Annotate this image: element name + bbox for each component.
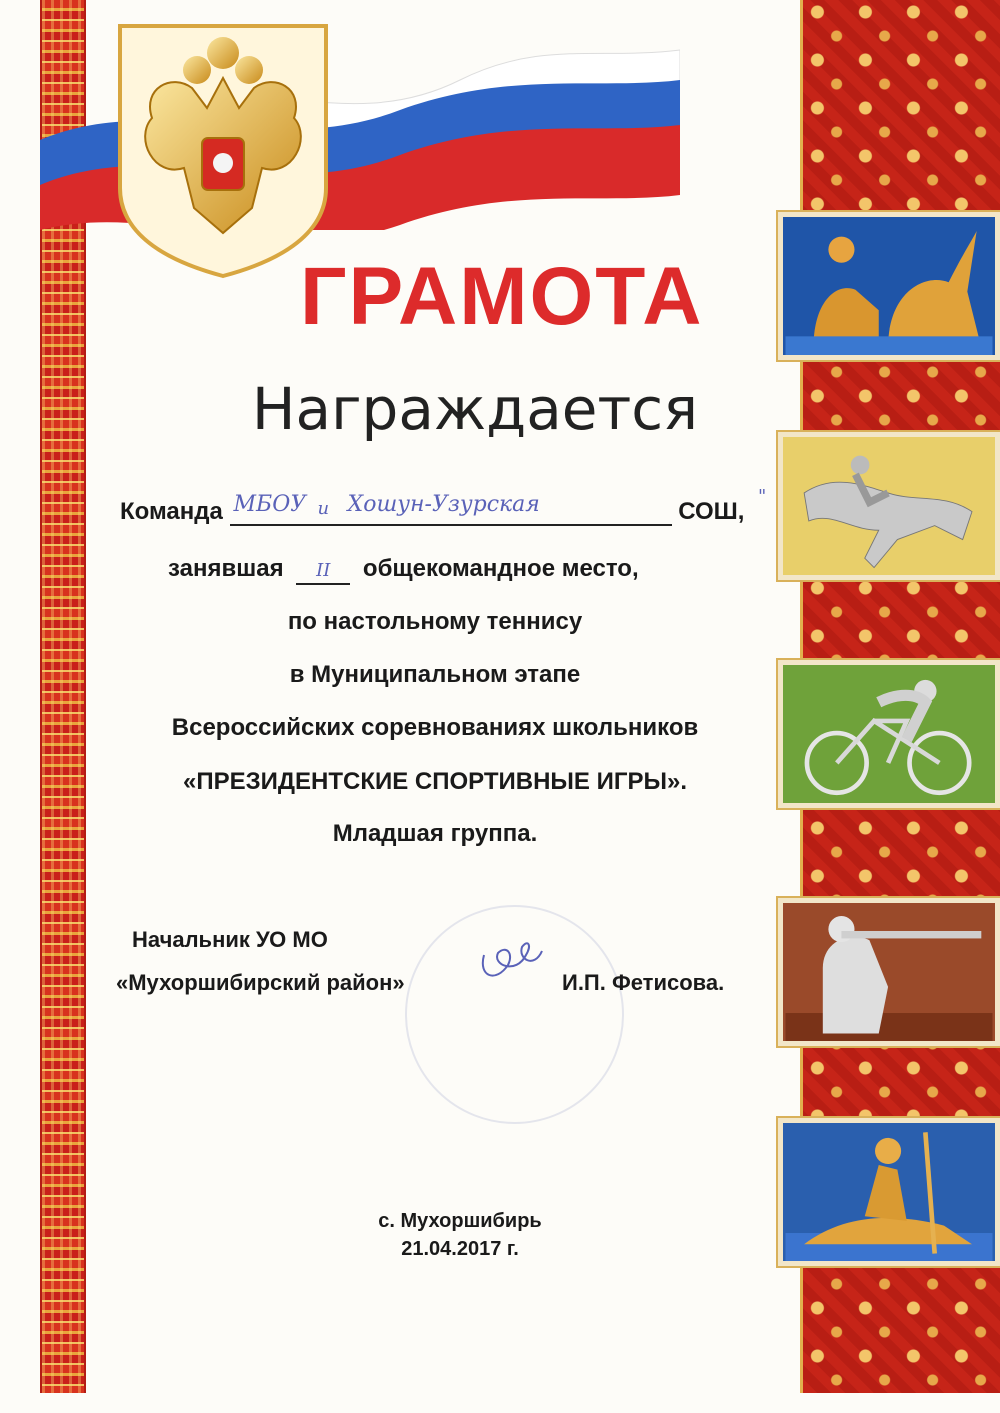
signer-district: «Мухоршибирский район» (116, 970, 405, 995)
footer-date: 21.04.2017 г. (401, 1238, 519, 1260)
coat-of-arms-icon (112, 18, 334, 280)
shooting-tile (778, 898, 1000, 1046)
water-polo-tile (778, 212, 1000, 360)
awarded-heading: Награждается (251, 375, 699, 443)
rowing-icon (783, 1123, 995, 1261)
signature-scribble (470, 925, 550, 995)
team-suffix: СОШ, (678, 498, 745, 525)
cycling-tile (778, 660, 1000, 808)
competition-line: Всероссийских соревнованиях школьников (171, 714, 699, 741)
signer-position: Начальник УО МО (132, 927, 328, 952)
team-handwritten-school-type: МБОУ (233, 492, 307, 517)
stage-line: в Муниципальном этапе (289, 661, 581, 688)
team-label: Команда (120, 498, 223, 525)
equestrian-tile (778, 432, 1000, 580)
team-name-field (230, 492, 672, 526)
sport-line: по настольному теннису (287, 608, 583, 635)
rowing-tile (778, 1118, 1000, 1266)
place-field (296, 555, 350, 585)
equestrian-icon (783, 437, 995, 575)
cycling-icon (783, 665, 995, 803)
group-line: Младшая группа. (332, 820, 538, 847)
footer-place: с. Мухоршибирь (378, 1210, 542, 1232)
team-line (120, 486, 780, 526)
shooting-icon (783, 903, 995, 1041)
place-line (168, 555, 639, 585)
place-handwritten: II (316, 560, 331, 581)
team-handwritten-school-name: Хошун-Узурская (347, 492, 540, 517)
signer-name: И.П. Фетисова. (562, 970, 725, 995)
certificate-title: ГРАМОТА (300, 251, 704, 342)
team-handwritten-quote: " (758, 486, 767, 507)
team-handwritten-connector: и (317, 498, 330, 519)
place-suffix: общекомандное место, (362, 555, 639, 582)
place-prefix: занявшая (168, 555, 284, 582)
games-line: «ПРЕЗИДЕНТСКИЕ СПОРТИВНЫЕ ИГРЫ». (183, 768, 687, 795)
water-polo-icon (783, 217, 995, 355)
